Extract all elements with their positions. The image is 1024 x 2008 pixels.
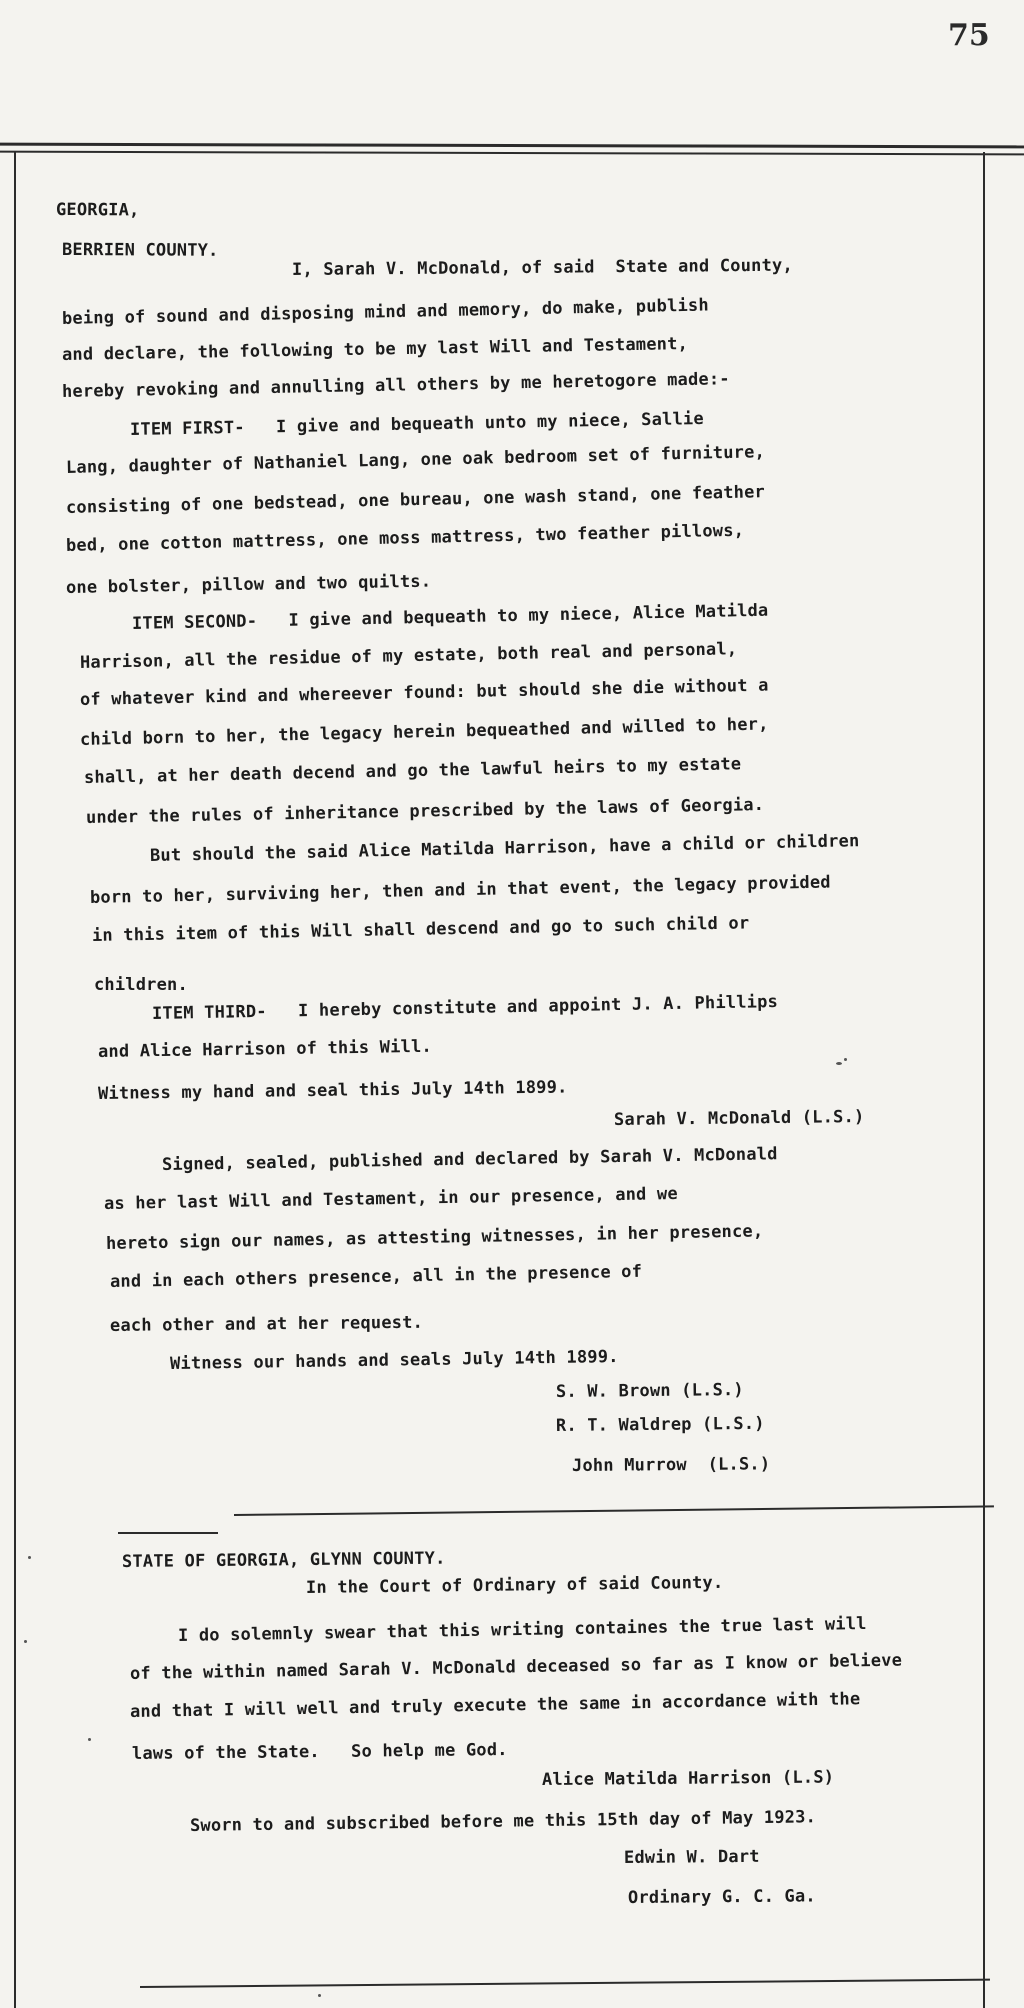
ink-speck [844,1058,847,1061]
left-margin-rule [14,152,16,2008]
item-second-line: children. [94,975,188,995]
oath-court: In the Court of Ordinary of said County. [305,1572,724,1598]
item-second-line: Harrison, all the residue of my estate, both real and personal, [79,639,738,673]
witness-signature: John Murrow (L.S.) [571,1454,771,1476]
item-second-line: child born to her, the legacy herein bequeathed and willed to her, [79,714,769,750]
item-first-line: ITEM FIRST- I give and bequeath unto my niece, Sallie [129,408,705,440]
right-margin-rule [983,152,985,2008]
sworn-statement: Sworn to and subscribed before me this 15th day of May 1923. [189,1807,817,1836]
item-first-line: Lang, daughter of Nathaniel Lang, one oak bedroom set of furniture, [65,442,766,478]
witness-signature: R. T. Waldrep (L.S.) [555,1413,765,1436]
ordinary-title: Ordinary G. C. Ga. [627,1886,816,1908]
top-double-rule-lower [0,151,1024,156]
item-first-line: bed, one cotton mattress, one moss mattress, two feather pillows, [65,520,745,556]
oath-body-line: and that I will well and truly execute the same in accordance with the [129,1689,861,1722]
item-third-line: Witness my hand and seal this July 14th 1899. [97,1077,568,1104]
item-second-line: shall, at her death decend and go the lawful heirs to my estate [83,754,742,788]
oath-body-line: of the within named Sarah V. McDonald deceased so far as I know or believe [129,1650,903,1684]
will-preamble-line: being of sound and disposing mind and memory, do make, publish [61,295,710,329]
ink-speck [318,1994,321,1997]
testator-signature: Sarah V. McDonald (L.S.) [613,1106,865,1130]
attestation-line: hereto sign our names, as attesting witnesses, in her presence, [105,1221,764,1254]
will-state-heading: GEORGIA, [55,200,140,221]
ink-speck [836,1062,842,1065]
will-preamble-line: hereby revoking and annulling all others by me heretogore made:- [61,369,730,402]
oath-heading: STATE OF GEORGIA, GLYNN COUNTY. [121,1548,446,1572]
item-second-line: But should the said Alice Matilda Harrison, have a child or children [149,831,860,866]
attestation-line: Witness our hands and seals July 14th 1899. [169,1346,619,1374]
bottom-rule [140,1979,990,1988]
top-double-rule-upper [0,143,1024,149]
item-second-line: of whatever kind and whereever found: but should she die without a [79,675,769,710]
item-second-line: born to her, surviving her, then and in that event, the legacy provided [89,872,831,908]
item-second-line: ITEM SECOND- I give and bequeath to my niece, Alice Matilda [131,600,769,634]
will-county-heading: BERRIEN COUNTY. [61,240,219,261]
item-third-line: ITEM THIRD- I hereby constitute and appoint J. A. Phillips [151,991,779,1024]
attestation-line: Signed, sealed, published and declared by Sarah V. McDonald [161,1144,778,1175]
oath-body-line: I do solemnly swear that this writing containes the true last will [177,1613,867,1646]
will-preamble-line: and declare, the following to be my last Will and Testament, [61,334,689,365]
attestation-line: as her last Will and Testament, in our presence, and we [103,1183,679,1214]
page-number: 75 [948,18,990,53]
section-divider-long [234,1505,994,1516]
attestation-line: each other and at her request. [109,1312,424,1336]
item-first-line: consisting of one bedstead, one bureau, one wash stand, one feather [65,482,766,518]
oath-body-line: laws of the State. So help me God. [131,1740,508,1764]
will-preamble-line: I, Sarah V. McDonald, of said State and County, [291,255,793,280]
section-divider-short [118,1532,218,1534]
ink-speck [24,1640,27,1643]
ink-speck [88,1738,91,1741]
ink-speck [28,1556,31,1559]
attestation-line: and in each others presence, all in the presence of [109,1261,643,1292]
executrix-signature: Alice Matilda Harrison (L.S) [541,1767,835,1790]
item-third-line: and Alice Harrison of this Will. [97,1036,433,1062]
item-first-line: one bolster, pillow and two quilts. [65,571,432,598]
item-second-line: under the rules of inheritance prescribed by the laws of Georgia. [85,794,765,828]
witness-signature: S. W. Brown (L.S.) [555,1380,744,1402]
ordinary-name: Edwin W. Dart [623,1846,760,1868]
item-second-line: in this item of this Will shall descend and go to such child or [91,913,750,946]
